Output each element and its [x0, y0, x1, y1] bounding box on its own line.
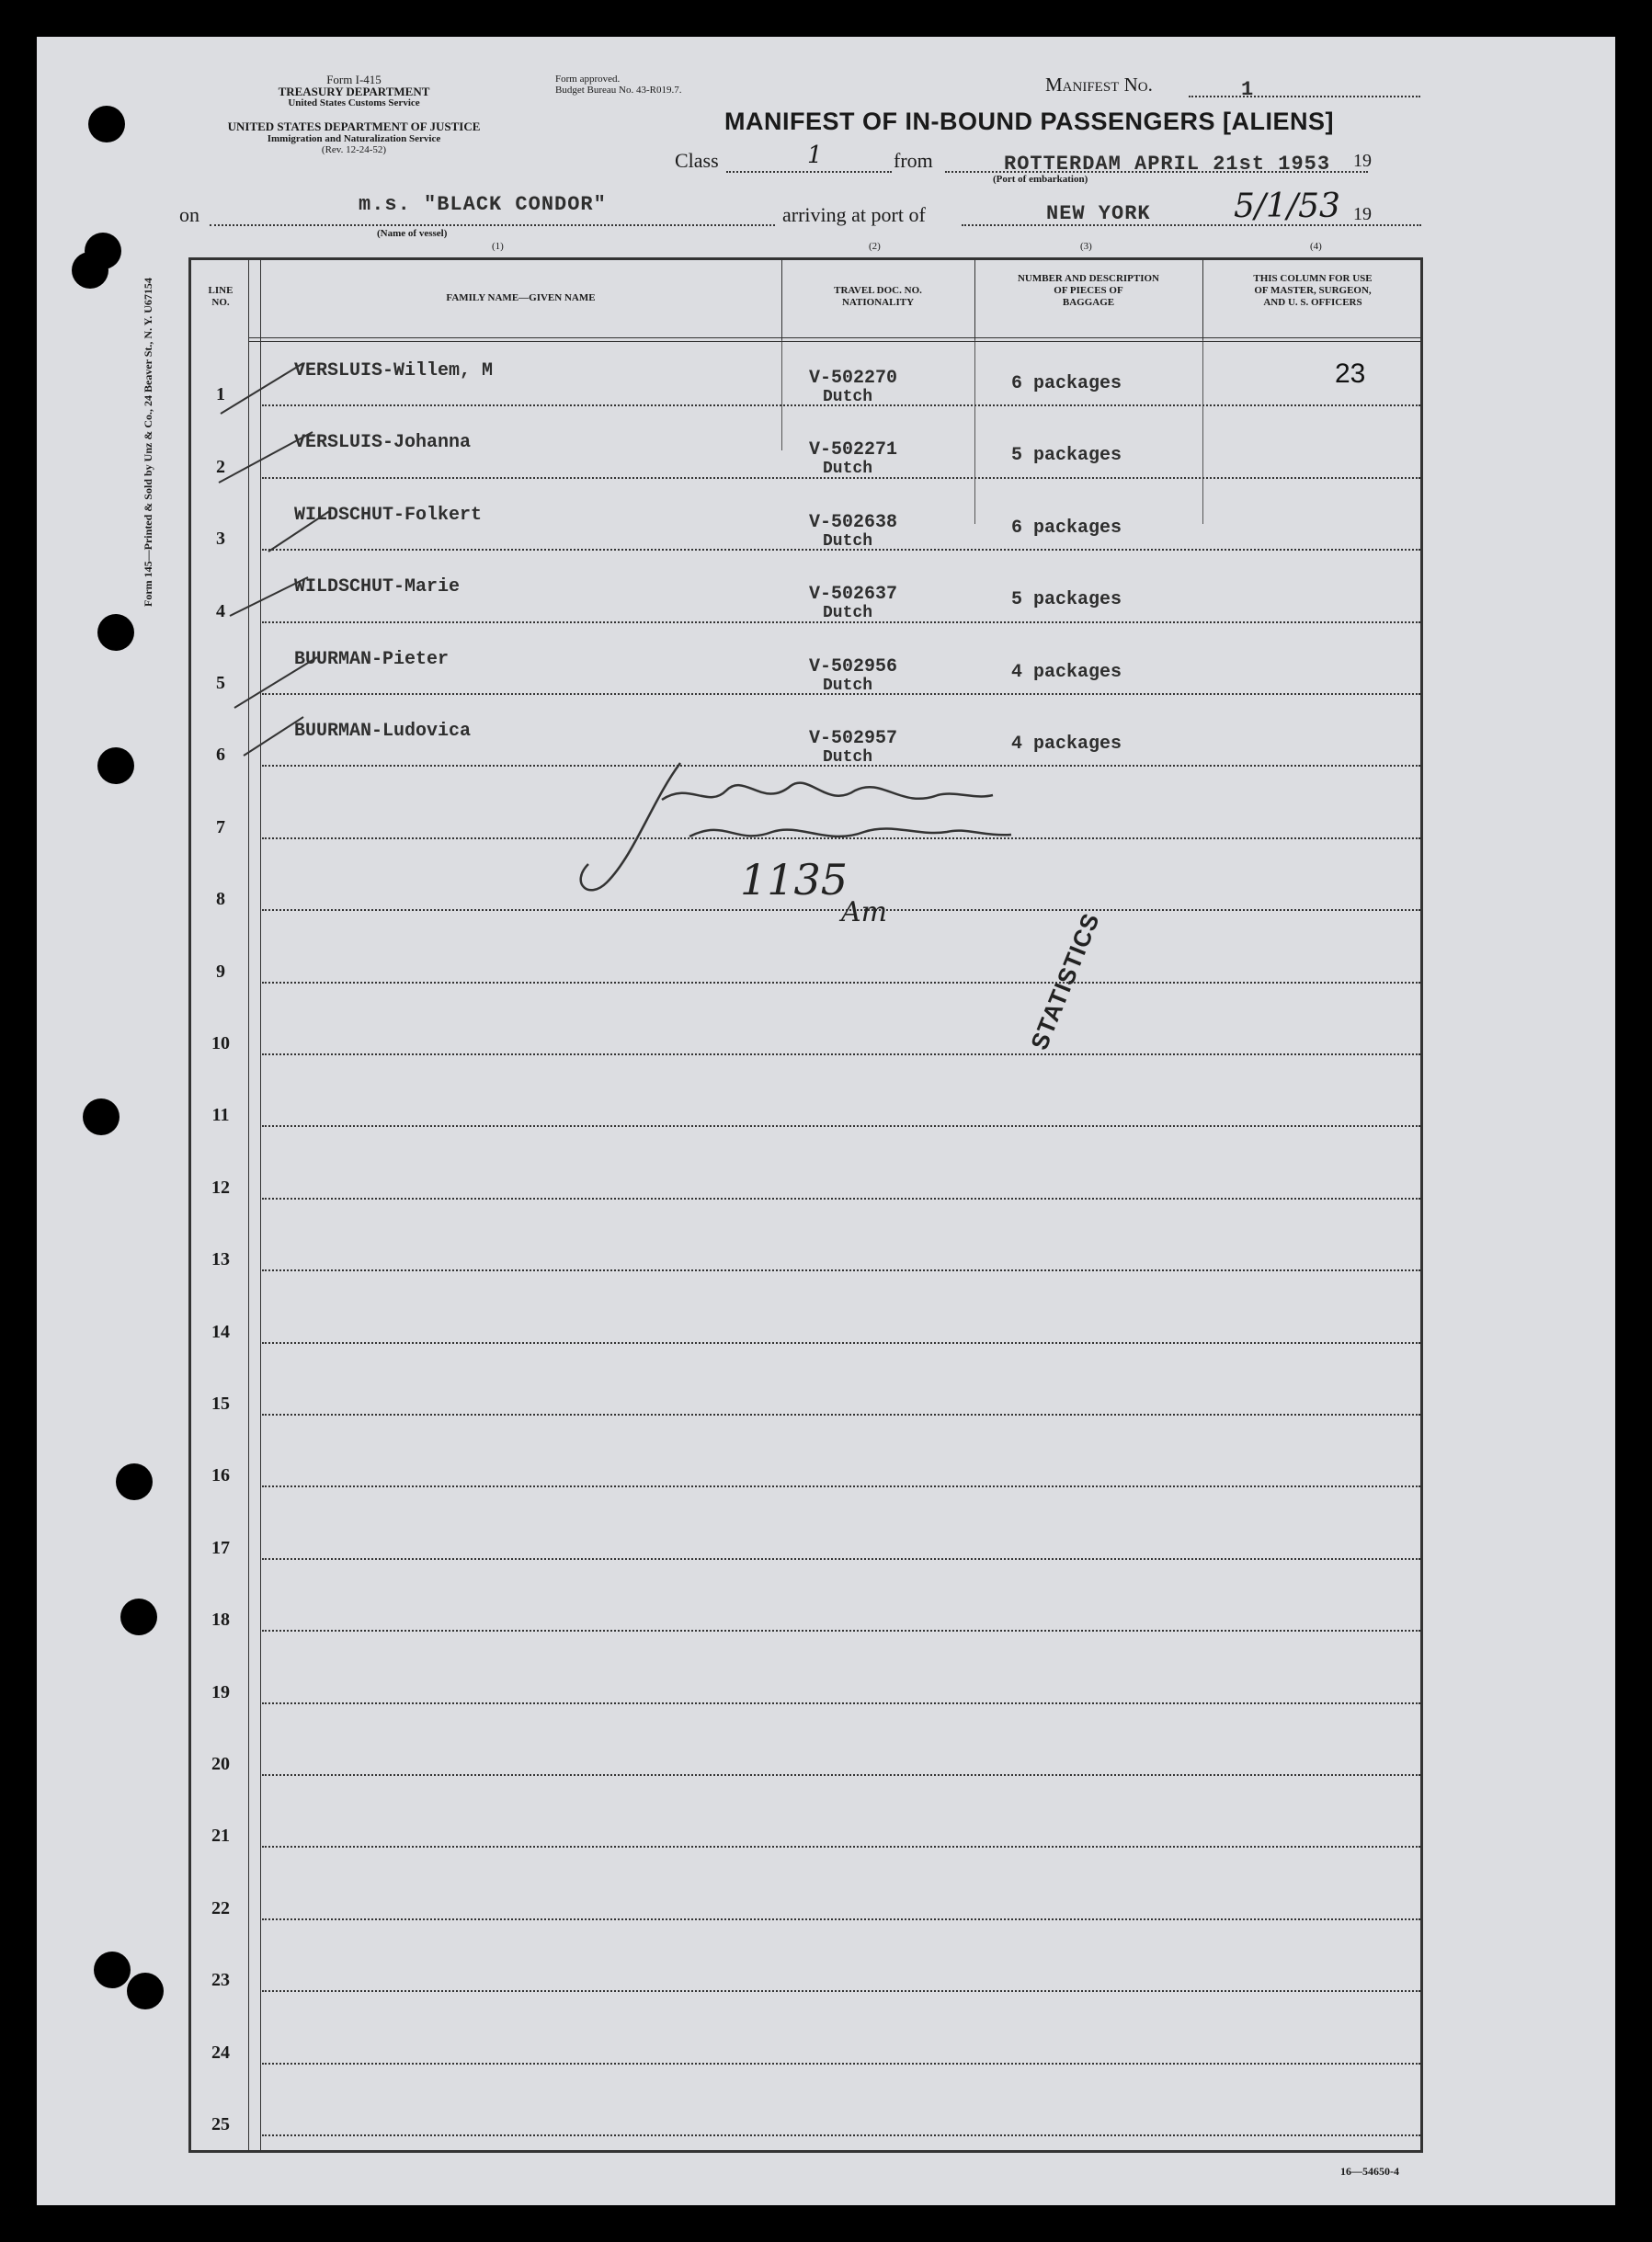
- col-ref-2: (2): [869, 241, 881, 252]
- side-printer-imprint: Form 145—Printed & Sold by Unz & Co., 24 Beaver St., N. Y. U67154: [142, 278, 154, 607]
- col-header-line-2: NO.: [211, 297, 230, 308]
- line-number: 21: [211, 1826, 230, 1847]
- nationality: Dutch: [823, 531, 873, 551]
- line-number: 15: [211, 1394, 230, 1414]
- line-number: 18: [211, 1610, 230, 1631]
- baggage-description: 5 packages: [1011, 445, 1122, 467]
- vessel-caption: (Name of vessel): [377, 228, 448, 239]
- line-number: 22: [211, 1897, 230, 1918]
- travel-doc-number: V-502638: [809, 511, 898, 533]
- col-header-name: FAMILY NAME—GIVEN NAME: [446, 292, 596, 303]
- port-embarkation-caption: (Port of embarkation): [993, 174, 1088, 185]
- line-number: 10: [211, 1033, 230, 1053]
- passenger-name: VERSLUIS-Johanna: [294, 432, 472, 454]
- customs-service: United States Customs Service: [288, 97, 420, 108]
- arrival-time-suffix: Am: [841, 896, 888, 928]
- treasury-dept: TREASURY DEPARTMENT: [278, 85, 430, 98]
- class-value: 1: [807, 142, 823, 169]
- line-number: 16: [211, 1465, 230, 1486]
- footer-code: 16—54650-4: [1340, 2165, 1399, 2178]
- nationality: Dutch: [823, 748, 873, 767]
- travel-doc-number: V-502270: [809, 368, 898, 389]
- col-header-baggage-2: OF PIECES OF: [1054, 285, 1123, 296]
- baggage-description: 4 packages: [1011, 734, 1122, 755]
- line-number: 23: [211, 1970, 230, 1991]
- baggage-description: 6 packages: [1011, 373, 1122, 394]
- line-number: 5: [216, 673, 225, 693]
- manifest-no-label: Manifest No.: [1045, 74, 1153, 96]
- col-header-baggage-3: BAGGAGE: [1062, 297, 1115, 308]
- form-number: Form I-415: [326, 73, 382, 86]
- form-approved: Form approved.: [555, 74, 621, 85]
- form-revision: (Rev. 12-24-52): [321, 144, 387, 155]
- nationality: Dutch: [823, 388, 873, 406]
- on-label: on: [179, 203, 199, 226]
- line-number: 17: [211, 1537, 230, 1558]
- arrival-time: 1135: [740, 855, 849, 905]
- col-header-baggage-1: NUMBER AND DESCRIPTION: [1017, 273, 1160, 284]
- travel-doc-number: V-502957: [809, 728, 898, 749]
- col-header-officers-1: THIS COLUMN FOR USE: [1253, 273, 1373, 284]
- line-number: 24: [211, 2042, 230, 2063]
- col-ref-3: (3): [1080, 241, 1092, 252]
- passenger-name: BUURMAN-Pieter: [294, 648, 450, 670]
- col-ref-4: (4): [1310, 241, 1322, 252]
- travel-doc-number: V-502956: [809, 655, 898, 677]
- vessel-name: m.s. "BLACK CONDOR": [359, 193, 607, 216]
- line-number: 13: [211, 1249, 230, 1270]
- travel-doc-number: V-502271: [809, 439, 898, 461]
- baggage-description: 6 packages: [1011, 517, 1122, 539]
- line-number: 4: [216, 600, 225, 621]
- year-suffix-2: 19: [1353, 204, 1372, 224]
- col-ref-1: (1): [492, 241, 504, 252]
- line-number: 8: [216, 889, 225, 910]
- baggage-description: 4 packages: [1011, 661, 1122, 683]
- arrival-port: NEW YORK: [1046, 202, 1151, 225]
- passenger-name: BUURMAN-Ludovica: [294, 721, 472, 742]
- ins-service: Immigration and Naturalization Service: [267, 133, 441, 144]
- arriving-label: arriving at port of: [782, 203, 926, 226]
- statistics-stamp: STATISTICS: [1025, 908, 1105, 1054]
- class-label: Class: [675, 149, 719, 172]
- manifest-title: MANIFEST OF IN-BOUND PASSENGERS [ALIENS]: [724, 108, 1335, 135]
- line-number: 25: [211, 2114, 230, 2134]
- col-header-doc-2: NATIONALITY: [841, 297, 915, 308]
- col-header-line-1: LINE: [208, 285, 234, 296]
- nationality: Dutch: [823, 604, 873, 623]
- nationality: Dutch: [823, 460, 873, 479]
- from-label: from: [894, 149, 933, 172]
- year-suffix: 19: [1353, 151, 1372, 171]
- col-header-officers-3: AND U. S. OFFICERS: [1263, 297, 1362, 308]
- nationality: Dutch: [823, 676, 873, 695]
- col-header-doc-1: TRAVEL DOC. NO.: [834, 285, 922, 296]
- col-header-officers-2: OF MASTER, SURGEON,: [1254, 285, 1372, 296]
- line-number: 9: [216, 961, 225, 982]
- line-number: 2: [216, 456, 225, 477]
- officer-note: 23: [1335, 358, 1366, 389]
- line-number: 1: [216, 384, 225, 405]
- justice-dept: UNITED STATES DEPARTMENT OF JUSTICE: [227, 119, 481, 133]
- line-number: 14: [211, 1321, 230, 1342]
- port-of-embarkation: ROTTERDAM APRIL 21st 1953: [1004, 153, 1331, 176]
- arrival-date: 5/1/53: [1234, 188, 1340, 225]
- line-number: 12: [211, 1177, 230, 1198]
- line-number: 3: [216, 529, 225, 550]
- line-number: 11: [211, 1105, 230, 1126]
- budget-bureau: Budget Bureau No. 43-R019.7.: [555, 85, 682, 96]
- line-number: 19: [211, 1681, 230, 1702]
- manifest-no: 1: [1241, 78, 1254, 101]
- inspector-signature-text: [644, 768, 812, 810]
- line-number: 6: [216, 745, 225, 766]
- passenger-name: WILDSCHUT-Marie: [294, 576, 461, 598]
- passenger-name: WILDSCHUT-Folkert: [294, 504, 483, 526]
- travel-doc-number: V-502637: [809, 584, 898, 606]
- line-number: 20: [211, 1754, 230, 1774]
- passenger-name: VERSLUIS-Willem, M: [294, 360, 494, 381]
- line-number: 7: [216, 816, 225, 837]
- baggage-description: 5 packages: [1011, 589, 1122, 611]
